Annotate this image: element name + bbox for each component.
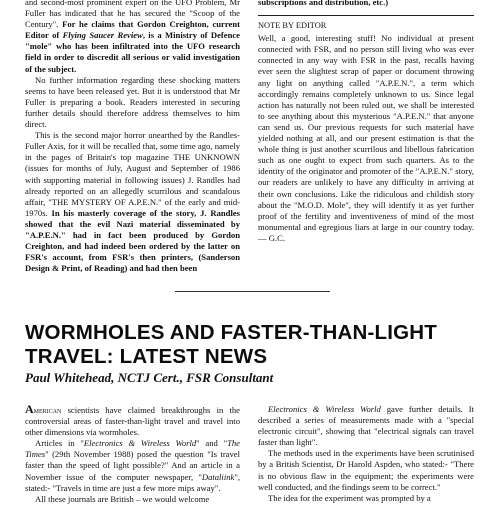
subscription-fragment: subscriptions and distribution, etc.) <box>258 0 389 7</box>
text-run: This is the second major horror unearthed by the Randles-Fuller Axis, for it will be recalled that, some time ago, namely in the pages of Britain's top magazine THE UNKNOWN (issues for months of July, August and September of 1986 with supporting material in following issues) J. Randles had already reported on an allegedly scurrilous and scandalous affair, "THE MYSTERY OF A.P.E.N." of the early and mid-1970s. <box>25 130 240 218</box>
paragraph: Electronics & Wireless World gave further details. It described a series of measurements made with a "special electronic circuit", showing that "electrical signals can travel faster than light". <box>258 404 474 448</box>
paragraph <box>25 404 240 438</box>
article-left-column <box>25 404 240 505</box>
paragraph <box>25 130 240 274</box>
top-left-column <box>25 0 240 274</box>
top-right-column <box>258 0 474 244</box>
paragraph: The idea for the experiment was prompted by a <box>268 492 431 503</box>
paragraph: Articles in "Electronics & Wireless World" and "The Times" (29th November 1988) posed the question "Is travel faster than the speed of light possible?" And an article in a November issue of the computer newspaper, "Dataliink", stated:- "Travels in time are just a few more mips away". <box>25 438 240 493</box>
article-byline: Paul Whitehead, NCTJ Cert., FSR Consultant <box>25 370 274 385</box>
text-run: In his masterly coverage of the story, J. Randles showed that the evil Nazi material disseminated by "A.P.E.N." had in fact been produced by Gordon Creighton, and had indeed been ordered by the latter on FSR's account, from FSR's then printers, (Sanderson Design & Print, of Reading) and had then been <box>25 207 240 274</box>
editor-note-heading: NOTE BY EDITOR <box>258 21 327 31</box>
paragraph: The methods used in the experiments have been scrutinised by a British Scientist, Dr Harold Aspden, who stated:- "There is no obvious flaw in the equipment; the experiments were well conducted, and the findings seem to be correct." <box>258 448 474 492</box>
article-headline: WORMHOLES AND FASTER-THAN-LIGHT TRAVEL: LATEST NEWS <box>25 321 437 368</box>
article-right-column <box>258 404 474 504</box>
paragraph: All these journals are British – we would welcome <box>35 493 210 504</box>
paragraph <box>25 0 240 75</box>
text-run: For he claims that Gordon Creighton, current Editor of Flying Saucer Review, is a Ministry of Defence "mole" who has been infiltrated into the UFO research field in order to discredit all serious or valid investigation of the subject. <box>25 19 240 74</box>
lead-word: merican <box>33 405 62 415</box>
drop-cap: A <box>25 402 34 416</box>
text-run: scientists have claimed breakthroughs in the controversial areas of faster-than-light travel and travel into other dimensions via wormholes. <box>25 405 240 438</box>
box-rule <box>258 15 474 16</box>
paragraph: No further information regarding these shocking matters seems to have been released yet. But it is understood that Mr Fuller is preparing a book. Readers interested in securing further details should therefore address themselves to him direct. <box>25 74 240 130</box>
editor-note-body: Well, a good, interesting stuff! No individual at present connected with FSR, and no person still living who was ever connected in any way with FSR in the past, recalls having ever seen the slightest scrap of paper or document throwing any light on anything called "A.P.E.N.", a term which accordingly remains completely unknown to us. Since legal action has naturally not been ruled out, we shall be interested to see anything about this mysterious "A.P.E.N." that anyone can send us. Our previous requests for such material have yielded nothing at all, and our present estimation is that the whole thing is just another scurrilous and libellous fabrication such as one ought to expect from such quarters. As to the identity of the originator and promoter of the "A.P.E.N." story, our readers are unlikely to have any difficulty in arriving at their own conclusions. Like the ridiculous and childish story about the "M.O.D. Mole", they will identify it as yet further proof of the fertility and inventiveness of mind of the most monumental and egregious liars at large in our country today. — G.C. <box>258 33 474 243</box>
section-divider <box>175 291 330 292</box>
text-run: and second-most prominent expert on the UFO Problem, Mr Fuller has indicated that he has secured the "Scoop of the Century". <box>25 0 240 30</box>
